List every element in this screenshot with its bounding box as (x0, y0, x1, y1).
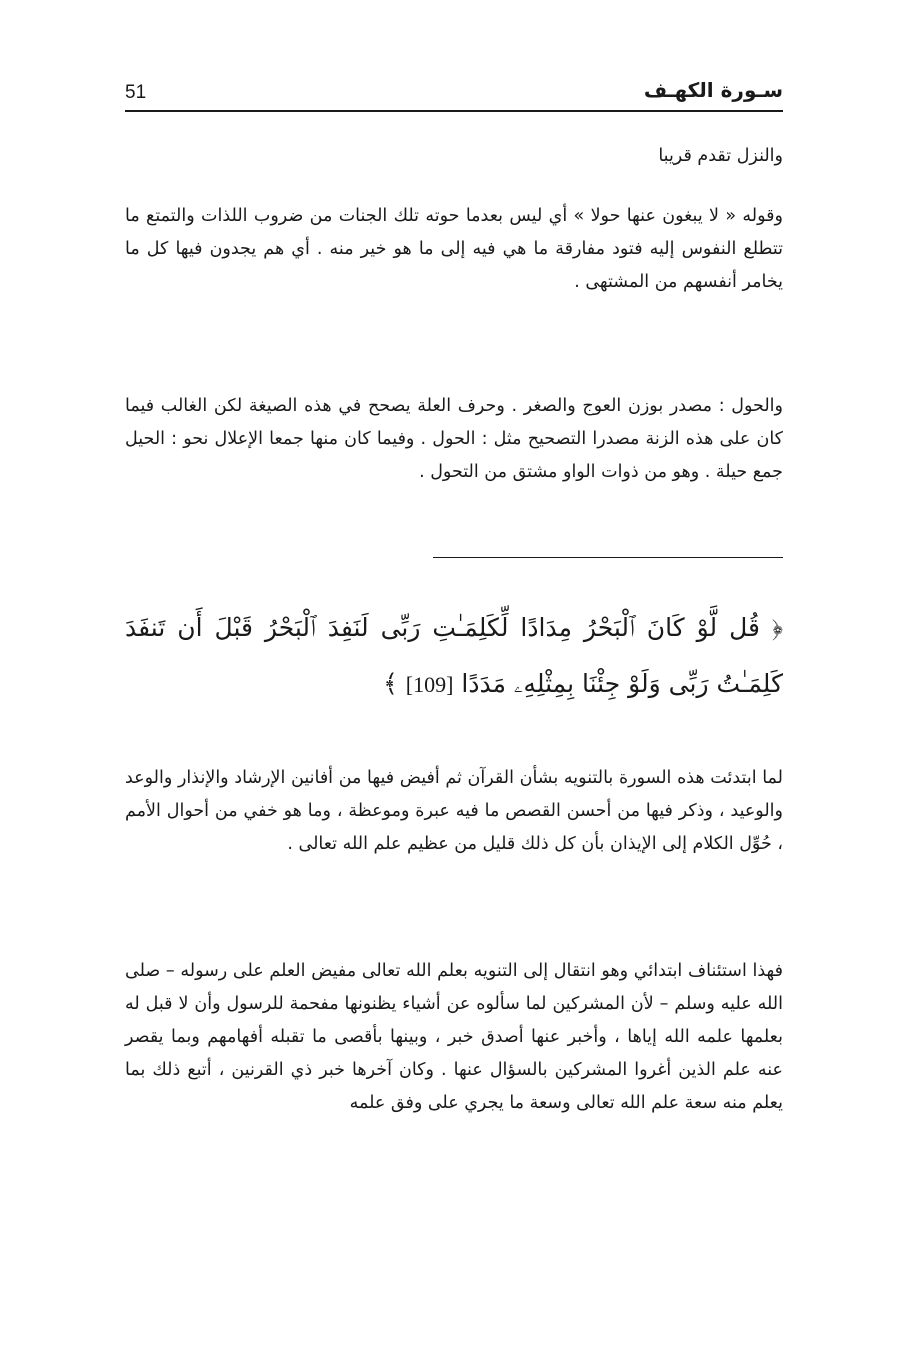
paragraph-text: وقوله « لا يبغون عنها حولا » أي ليس بعدما حوته تلك الجنات من ضروب اللذات والتمتع ما تتطلع النفوس إليه فتود مفارقة ما هي فيه إلى ما هو خير منه . أي هم يجدون فيها كل ما يخامر أنفسهم من المشتهى . (125, 206, 783, 292)
commentary-intro (125, 762, 783, 861)
page-header (125, 78, 783, 112)
section-divider (433, 557, 783, 558)
verse-text: ﴿ قُل لَّوْ كَانَ ٱلْبَحْرُ مِدَادًا لِّكَلِمَـٰتِ رَبِّى لَنَفِدَ ٱلْبَحْرُ قَبْلَ أَن تَنفَدَ كَلِمَـٰتُ رَبِّى وَلَوْ جِئْنَا بِمِثْلِهِۦ مَدَدًا (125, 613, 783, 698)
verse-close-bracket: ﴾ (383, 669, 398, 698)
page-number: 51 (125, 82, 147, 103)
paragraph-text: لما ابتدئت هذه السورة بالتنويه بشأن القرآن ثم أفيض فيها من أفانين الإرشاد والإنذار والوعد والوعيد ، وذكر فيها من أحسن القصص ما فيه عبرة وموعظة ، وما هو خفي من أحوال الأمم ، حُوِّل الكلام إلى الإيذان بأن كل ذلك قليل من عظيم علم الله تعالى . (125, 768, 783, 854)
paragraph-text: والحول : مصدر بوزن العوج والصغر . وحرف العلة يصحح في هذه الصيغة لكن الغالب فيما كان على هذه الزنة مصدرا التصحيح مثل : الحول . وفيما كان منها جمعا الإعلال نحو : الحيل جمع حيلة . وهو من ذوات الواو مشتق من التحول . (125, 396, 783, 482)
verse-number: [109] (405, 672, 454, 697)
paragraph-nuzul (125, 140, 783, 173)
paragraph-text: والنزل تقدم قريبا (658, 146, 783, 166)
running-title: سـورة الكهـف (643, 78, 783, 102)
paragraph-la-yabghun (125, 200, 783, 299)
commentary-continuation (125, 955, 783, 1120)
paragraph-text: فهذا استئناف ابتدائي وهو انتقال إلى التنويه بعلم الله تعالى مفيض العلم على رسوله – صلى الله عليه وسلم – لأن المشركين لما سألوه عن أشياء يظنونها مفحمة للرسول وأن لا قبل له بعلمها علمه الله إياها ، وأخبر عنها أصدق خبر ، وبينها بأقصى ما تقبله أفهامهم وبما يقصر عنه علم الذين أغروا المشركين بالسؤال عنها . وكان آخرها خبر ذي القرنين ، أتبع ذلك بما يعلم منه سعة علم الله تعالى وسعة ما يجري على وفق علمه (125, 961, 783, 1113)
paragraph-hiwal (125, 390, 783, 489)
quran-verse (125, 600, 783, 713)
